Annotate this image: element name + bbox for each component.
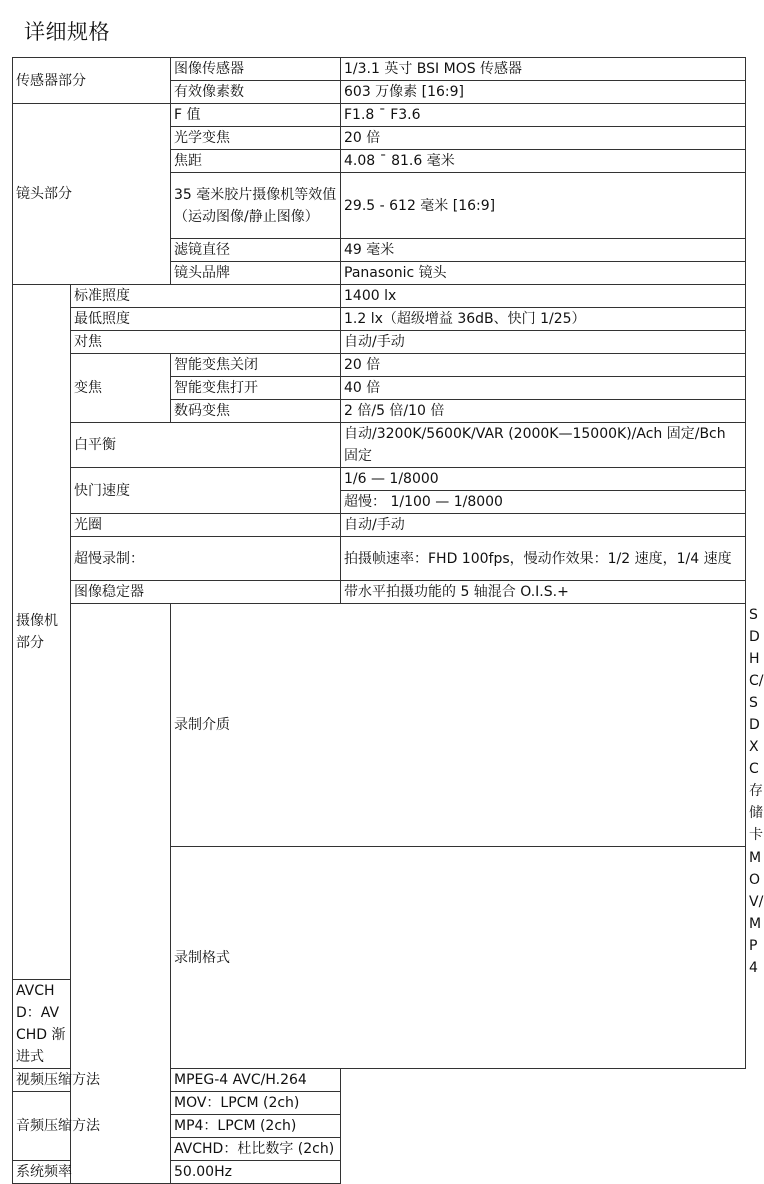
spec-value: 20 倍 [341, 354, 746, 377]
table-row [13, 423, 746, 468]
spec-label: 系统频率 [13, 1161, 171, 1184]
spec-label: 对焦 [71, 331, 341, 354]
spec-label: 白平衡 [71, 423, 341, 468]
spec-value: MPEG-4 AVC/H.264 [171, 1069, 341, 1092]
table-row [13, 354, 746, 377]
spec-label: 滤镜直径 [171, 239, 341, 262]
spec-label: 光圈 [71, 514, 341, 537]
spec-value: 1/3.1 英寸 BSI MOS 传感器 [341, 58, 746, 81]
table-row: 录制介质 SDHC/SDXC 存储卡 [13, 604, 746, 847]
page-title: 详细规格 [24, 20, 110, 44]
spec-label: 录制格式 [171, 847, 746, 1069]
table-row [13, 308, 746, 331]
table-row [13, 514, 746, 537]
spec-value: 带水平拍摄功能的 5 轴混合 O.I.S.+ [341, 581, 746, 604]
table-row [13, 537, 746, 581]
table-row [13, 285, 746, 308]
spec-value: 49 毫米 [341, 239, 746, 262]
spec-value: 超慢： 1/100 — 1/8000 [341, 491, 746, 514]
spec-sublabel: 智能变焦打开 [171, 377, 341, 400]
spec-label: 快门速度 [71, 468, 341, 514]
spec-value: 1.2 lx（超级增益 36dB、快门 1/25） [341, 308, 746, 331]
section-sensor: 传感器部分 [13, 58, 171, 104]
spec-table [12, 57, 764, 1184]
spec-value: 自动/手动 [341, 514, 746, 537]
spec-label: 音频压缩方法 [13, 1092, 171, 1161]
table-row [13, 1092, 746, 1115]
spec-value: 拍摄帧速率：FHD 100fps，慢动作效果：1/2 速度，1/4 速度 [341, 537, 746, 581]
spec-value: 50.00Hz [171, 1161, 341, 1184]
section-camera: 摄像机部分 [13, 285, 71, 980]
spec-label: 有效像素数 [171, 81, 341, 104]
spec-label: 最低照度 [71, 308, 341, 331]
spec-value: MOV：LPCM (2ch) [171, 1092, 341, 1115]
spec-label: 图像稳定器 [71, 581, 341, 604]
spec-value: 603 万像素 [16:9] [341, 81, 746, 104]
table-row [13, 581, 746, 604]
spec-label: 超慢录制： [71, 537, 341, 581]
spec-label: 变焦 [71, 354, 171, 423]
spec-value: AVCHD：杜比数字 (2ch) [171, 1138, 341, 1161]
table-row [13, 104, 746, 127]
spec-value: AVCHD：AVCHD 渐进式 [13, 980, 71, 1069]
table-row [13, 331, 746, 354]
section-lens: 镜头部分 [13, 104, 171, 285]
spec-label: 光学变焦 [171, 127, 341, 150]
spec-label: F 值 [171, 104, 341, 127]
spec-sublabel: 数码变焦 [171, 400, 341, 423]
spec-sublabel: 智能变焦关闭 [171, 354, 341, 377]
spec-label: 图像传感器 [171, 58, 341, 81]
spec-value: 40 倍 [341, 377, 746, 400]
spec-label: 视频压缩方法 [13, 1069, 171, 1092]
spec-value: 29.5 - 612 毫米 [16:9] [341, 173, 746, 239]
table-row [13, 1069, 746, 1092]
table-row [13, 1161, 746, 1184]
spec-label: 标准照度 [71, 285, 341, 308]
spec-value: 20 倍 [341, 127, 746, 150]
spec-label: 焦距 [171, 150, 341, 173]
spec-value: 1/6 — 1/8000 [341, 468, 746, 491]
spec-label: 35 毫米胶片摄像机等效值（运动图像/静止图像） [171, 173, 341, 239]
spec-value: 2 倍/5 倍/10 倍 [341, 400, 746, 423]
spec-value: 自动/3200K/5600K/VAR (2000K—15000K)/Ach 固定/Bch 固定 [341, 423, 746, 468]
spec-value: 自动/手动 [341, 331, 746, 354]
spec-label: 录制介质 [171, 604, 746, 847]
spec-label: 镜头品牌 [171, 262, 341, 285]
table-row: 录制格式 MOV/MP4 [13, 847, 746, 980]
spec-value: MP4：LPCM (2ch) [171, 1115, 341, 1138]
spec-value: 1400 lx [341, 285, 746, 308]
spec-value: 4.08 ¯ 81.6 毫米 [341, 150, 746, 173]
table-row [13, 468, 746, 491]
spec-value: Panasonic 镜头 [341, 262, 746, 285]
table-row [13, 58, 746, 81]
spec-value: F1.8 ¯ F3.6 [341, 104, 746, 127]
